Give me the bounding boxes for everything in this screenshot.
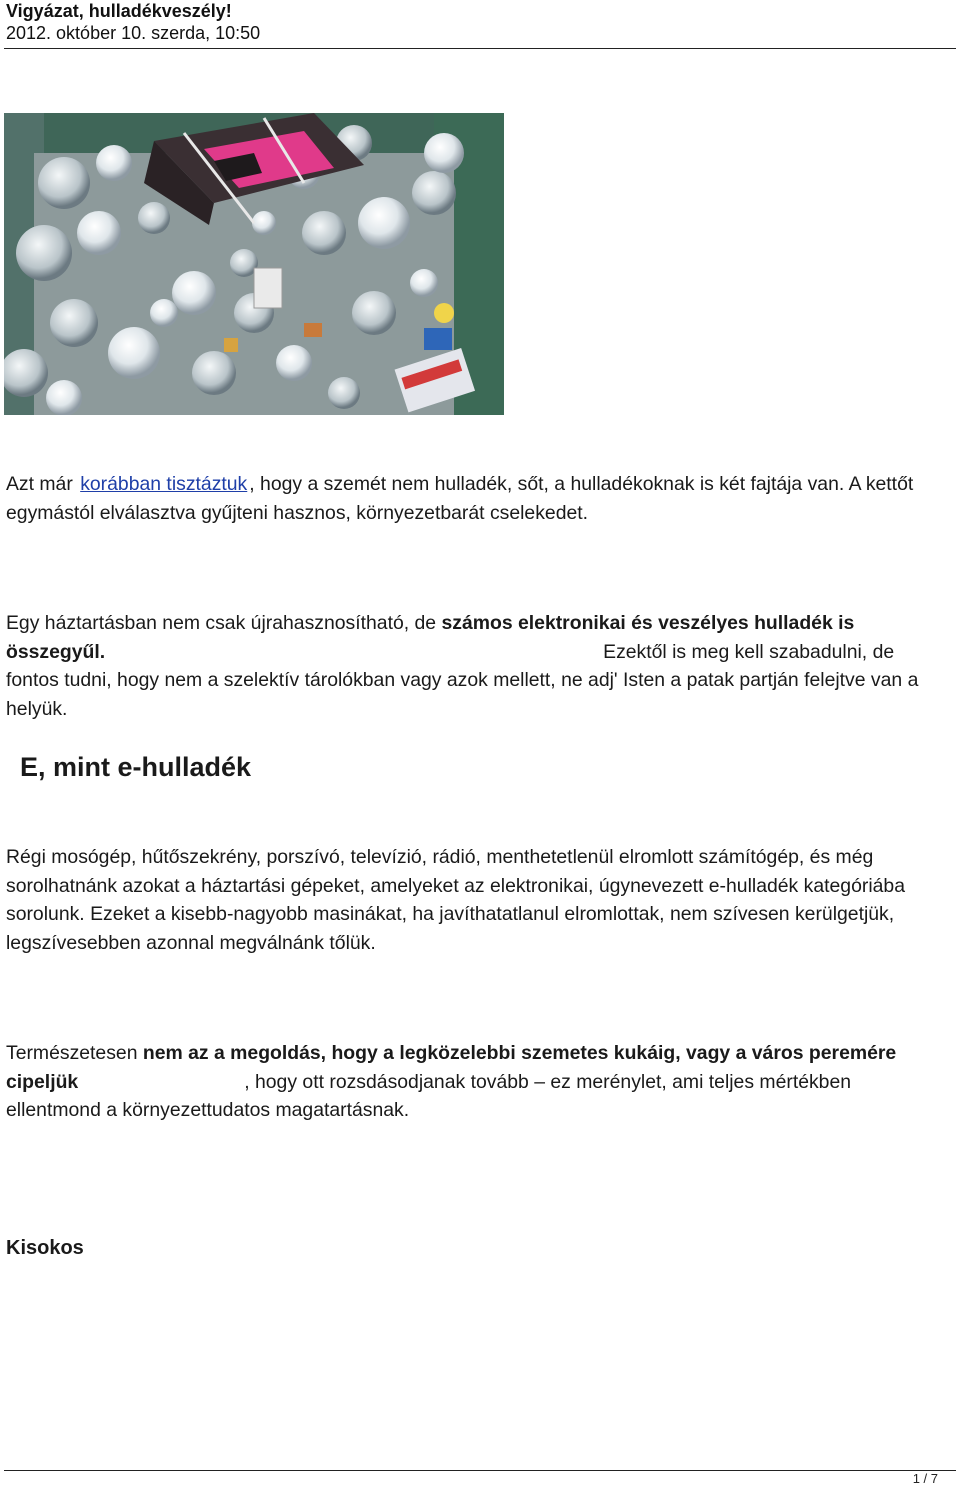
waste-bulbs-photo [4, 113, 504, 415]
header-divider [4, 48, 956, 49]
p1-text-after: , hogy a szemét nem hulladék, sőt, a hulladékoknak is két fajtája van. A kettőt egymástól elválasztva gyűjteni hasznos, környezetbarát cselekedet. [6, 473, 914, 524]
page-number: 1 / 7 [912, 1471, 938, 1486]
disposal-paragraph [6, 1039, 951, 1125]
page-title: Vigyázat, hulladékveszély! [6, 1, 232, 21]
section-heading-kisokos: Kisokos [6, 1237, 84, 1259]
p1-text-before: Azt már [6, 473, 79, 495]
p2-bold-text: számos elektronikai és veszélyes hulladék is összegyűl. [6, 612, 855, 663]
footer-divider [4, 1470, 956, 1471]
p4-text-before: Természetesen [6, 1042, 143, 1064]
section-heading-e-waste: E, mint e-hulladék [20, 752, 252, 782]
e-waste-paragraph: Régi mosógép, hűtőszekrény, porszívó, televízió, rádió, menthetetlenül elromlott számítógép, és még sorolhatnánk azokat a háztartási gépeket, amelyeket az elektronikai, úgynevezett e-hulladék kategóriába sorolunk. Ezeket a kisebb-nagyobb masinákat, ha javíthatatlanul elromlottak, nem szívesen kerülgetjük, legszívesebben azonnal megválnánk tőlük. [6, 846, 905, 954]
p2-text-after: Ezektől is meg kell szabadulni, de fontos tudni, hogy nem a szelektív tárolókban vagy azok mellett, ne adj' Isten a patak partján felejtve van a helyük. [6, 640, 919, 720]
p4-text-after: , hogy ott rozsdásodjanak tovább – ez merénylet, ami teljes mértékben ellentmond a környezettudatos magatartásnak. [6, 1070, 852, 1121]
hazardous-paragraph [6, 609, 951, 723]
p2-text-before: Egy háztartásban nem csak újrahasznosítható, de [6, 612, 442, 634]
p4-bold-text: nem az a megoldás, hogy a legközelebbi szemetes kukáig, vagy a város peremére cipeljük [6, 1042, 897, 1093]
intro-paragraph [6, 470, 951, 527]
publish-date: 2012. október 10. szerda, 10:50 [6, 23, 261, 43]
earlier-article-link[interactable]: korábban tisztáztuk [80, 473, 248, 495]
